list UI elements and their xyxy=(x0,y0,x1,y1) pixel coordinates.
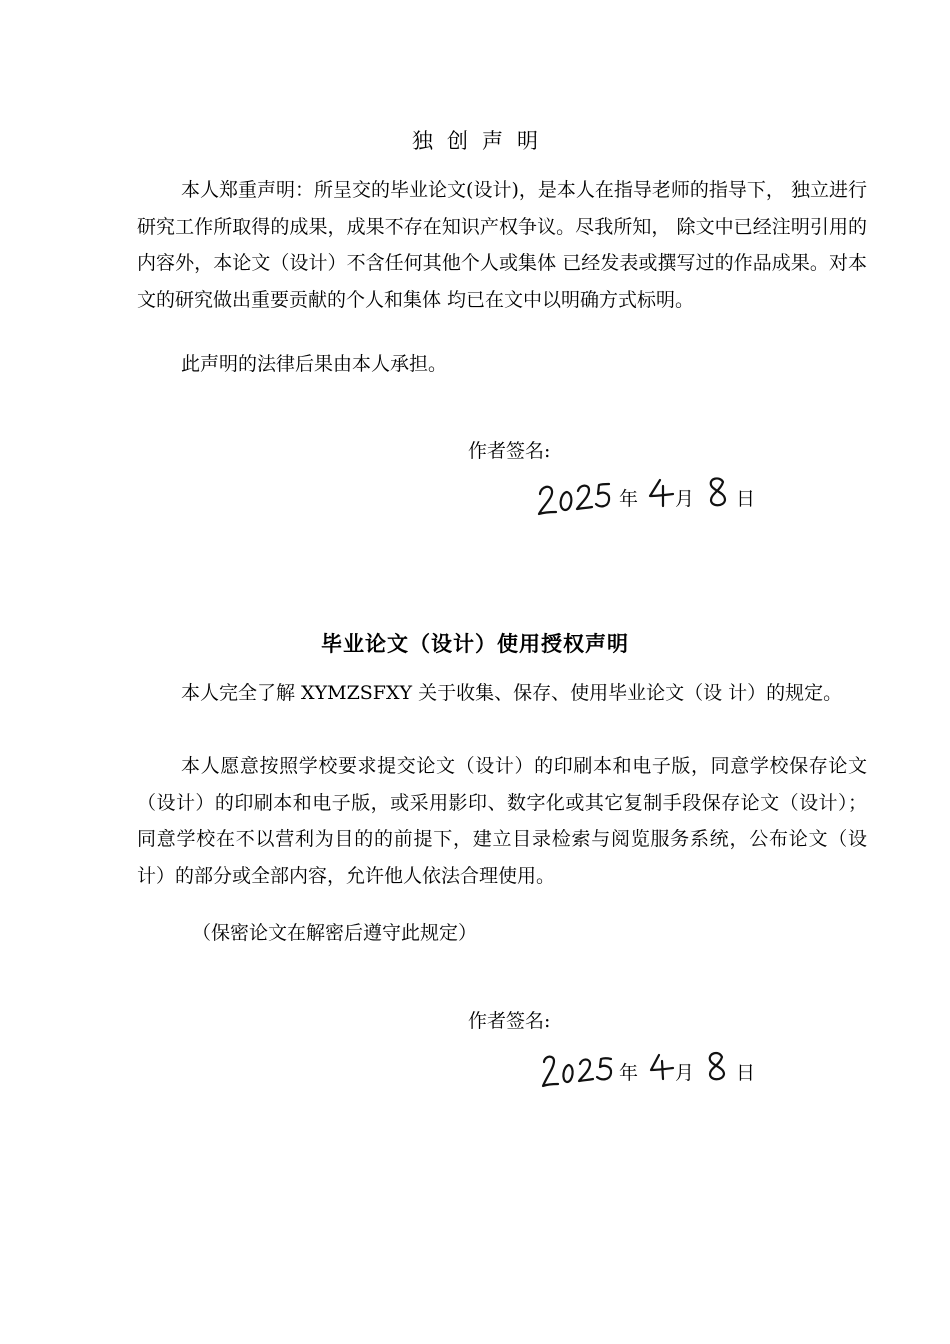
signature-date-2 xyxy=(535,1046,835,1090)
handwritten-year xyxy=(535,472,615,516)
handwritten-month xyxy=(647,1046,677,1090)
declaration-paragraph: 本人郑重声明：所呈交的毕业论文(设计)，是本人在指导老师的指导下， 独立进行研究工作所取得的成果，成果不存在知识产权争议。尽我所知， 除文中已经注明引用的内容外，本论文（设计）不含任何其他个人或集体 已经发表或撰写过的作品成果。对本文的研究做出重要贡献的个人和集体 均已在文中以明确方式标明。 xyxy=(137,179,867,311)
year-unit: 年 xyxy=(619,488,639,510)
year-unit: 年 xyxy=(619,1062,639,1084)
day-unit: 日 xyxy=(736,1062,756,1084)
declaration-title: 独创声明 xyxy=(412,129,552,153)
month-unit: 月 xyxy=(675,488,695,510)
authorization-title: 毕业论文（设计）使用授权声明 xyxy=(321,632,629,656)
authorization-paragraph-1: 本人完全了解 XYMZSFXY 关于收集、保存、使用毕业论文（设 计）的规定。 xyxy=(181,682,843,704)
declaration-liability-paragraph: 此声明的法律后果由本人承担。 xyxy=(181,353,448,375)
authorization-paragraph-2: 本人愿意按照学校要求提交论文（设计）的印刷本和电子版，同意学校保存论文（设计）的印刷本和电子版，或采用影印、数字化或其它复制手段保存论文（设计）；同意学校在不以营利为目的的前提下，建立目录检索与阅览服务系统，公布论文（设计）的部分或全部内容，允许他人依法合理使用。 xyxy=(137,755,867,887)
handwritten-month xyxy=(647,472,677,516)
signature-date xyxy=(535,472,835,516)
author-signature-label-2: 作者签名: xyxy=(468,1010,551,1032)
handwritten-day xyxy=(703,1046,733,1090)
handwritten-day xyxy=(703,472,733,516)
author-signature-label: 作者签名: xyxy=(468,440,551,462)
handwritten-year xyxy=(535,1046,615,1090)
day-unit: 日 xyxy=(736,488,756,510)
confidentiality-note: （保密论文在解密后遵守此规定） xyxy=(192,922,478,944)
month-unit: 月 xyxy=(675,1062,695,1084)
